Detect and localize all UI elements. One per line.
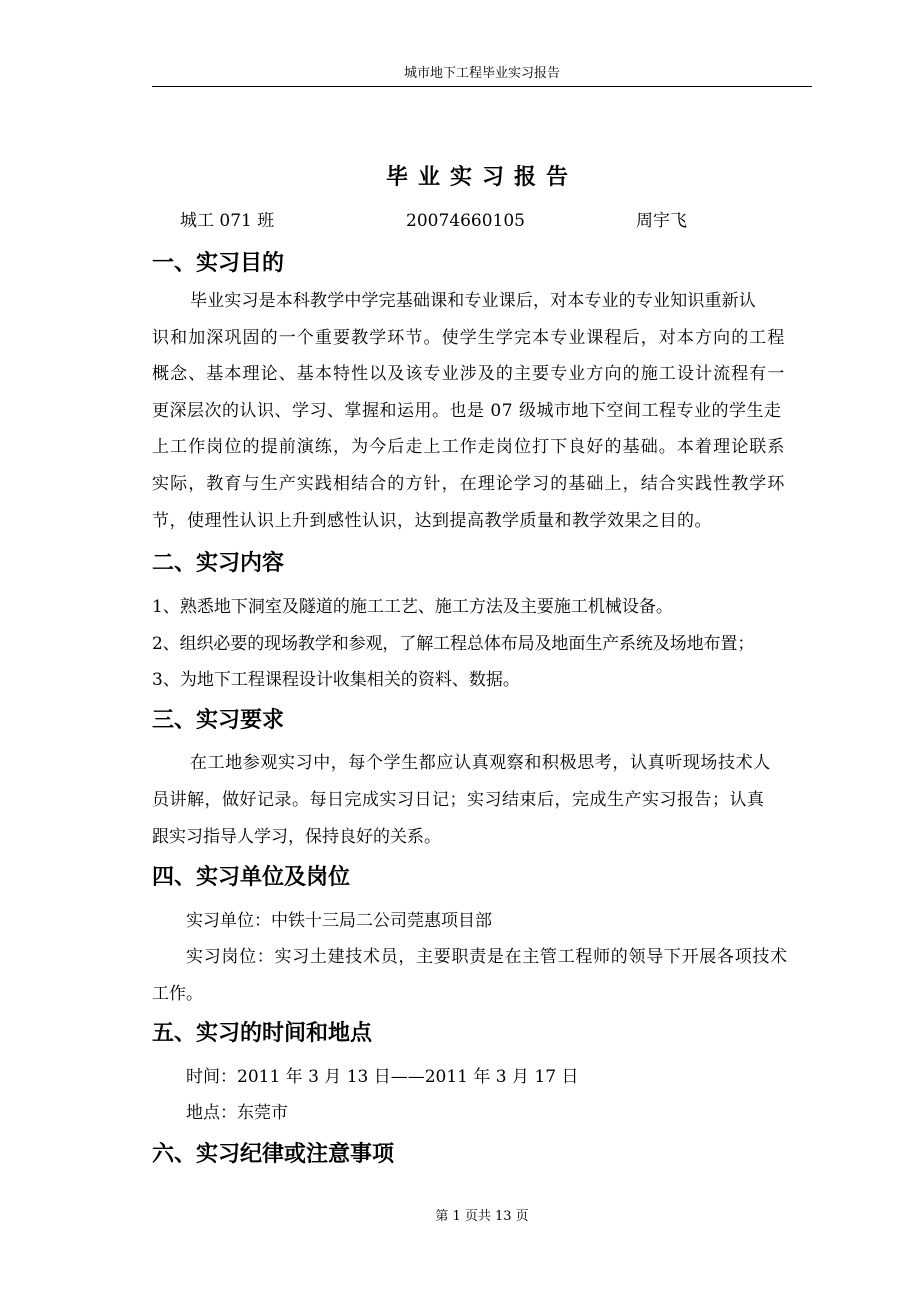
internship-time: 时间：2011 年 3 月 13 日——2011 年 3 月 17 日 (186, 1067, 579, 1087)
paragraph-line: 工作。 (152, 984, 203, 1004)
internship-position: 实习岗位：实习土建技术员，主要职责是在主管工程师的领导下开展各项技术 (186, 947, 788, 967)
list-item: 2、组织必要的现场教学和参观，了解工程总体布局及地面生产系统及场地布置； (152, 634, 755, 654)
student-id: 20074660105 (406, 211, 525, 231)
page-number: 第 1 页共 13 页 (435, 1209, 529, 1224)
paragraph-line: 更深层次的认识、学习、掌握和运用。也是 07 级城市地下空间工程专业的学生走 (152, 401, 782, 421)
section-heading-purpose: 一、实习目的 (152, 251, 285, 276)
header-rule (152, 86, 812, 87)
list-item: 3、为地下工程课程设计收集相关的资料、数据。 (152, 670, 520, 690)
section-heading-discipline: 六、实习纪律或注意事项 (152, 1142, 395, 1167)
running-header: 城市地下工程毕业实习报告 (403, 66, 560, 81)
paragraph-line: 上工作岗位的提前演练，为今后走上工作走岗位打下良好的基础。本着理论联系 (152, 437, 786, 457)
section-heading-time-place: 五、实习的时间和地点 (152, 1021, 373, 1046)
list-item: 1、熟悉地下洞室及隧道的施工工艺、施工方法及主要施工机械设备。 (152, 597, 673, 617)
internship-place: 地点：东莞市 (186, 1103, 288, 1123)
paragraph-line: 在工地参观实习中，每个学生都应认真观察和积极思考，认真听现场技术人 (190, 753, 771, 773)
section-heading-unit-position: 四、实习单位及岗位 (152, 865, 351, 890)
paragraph-line: 节，使理性认识上升到感性认识，达到提高教学质量和教学效果之目的。 (152, 511, 712, 531)
paragraph-line: 概念、基本理论、基本特性以及该专业涉及的主要专业方向的施工设计流程有一 (152, 364, 786, 384)
internship-unit: 实习单位：中铁十三局二公司莞惠项目部 (186, 911, 492, 931)
paragraph-line: 实际，教育与生产实践相结合的方针，在理论学习的基础上，结合实践性教学环 (152, 474, 786, 494)
section-heading-requirements: 三、实习要求 (152, 708, 285, 733)
paragraph-line: 识和加深巩固的一个重要教学环节。使学生学完本专业课程后，对本方向的工程 (152, 328, 786, 348)
paragraph-line: 毕业实习是本科教学中学完基础课和专业课后，对本专业的专业知识重新认 (190, 291, 756, 311)
document-title: 毕业实习报告 (385, 165, 578, 190)
paragraph-line: 员讲解，做好记录。每日完成实习日记；实习结束后，完成生产实习报告；认真 (152, 790, 765, 810)
paragraph-line: 跟实习指导人学习，保持良好的关系。 (152, 827, 441, 847)
class-name: 城工 071 班 (180, 211, 275, 231)
section-heading-content: 二、实习内容 (152, 551, 285, 576)
author-name: 周宇飞 (636, 211, 687, 231)
